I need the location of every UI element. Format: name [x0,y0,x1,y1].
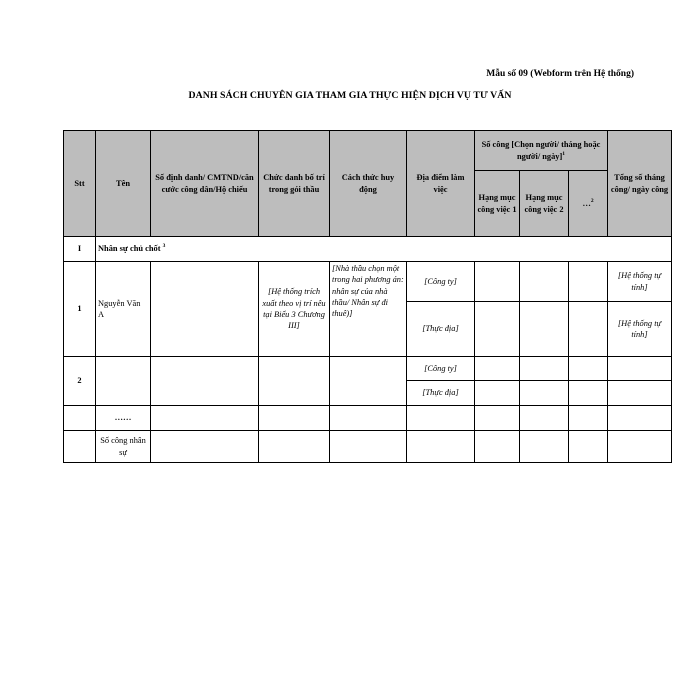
header-workdays [475,131,608,171]
section-label-text: Nhân sự chủ chốt [98,244,161,254]
table-row [64,406,672,431]
header-total: Tổng số tháng công/ ngày công [608,131,672,237]
row1-more-company[interactable] [569,262,608,302]
dots-cell [608,406,672,431]
total-item1[interactable] [475,431,520,463]
header-row [64,131,672,171]
row2-total-site[interactable] [608,381,672,406]
section-row [64,237,672,262]
total-item2[interactable] [520,431,569,463]
row1-total-site: [Hệ thống tự tính] [608,302,672,357]
header-item1: Hạng mục công việc 1 [475,171,520,237]
dots-cell [569,406,608,431]
row2-name[interactable] [96,357,151,406]
row1-stt: 1 [64,262,96,357]
dots-cell [259,406,330,431]
total-label: Số công nhân sự [96,431,151,463]
row2-more-site[interactable] [569,381,608,406]
row1-position: [Hệ thống trích xuất theo vị trí nêu tại Biểu 3 Chương III] [259,262,330,357]
header-mobilize: Cách thức huy động [330,131,407,237]
total-cell [407,431,475,463]
total-stt [64,431,96,463]
row1-item2-company[interactable] [520,262,569,302]
row2-more-company[interactable] [569,357,608,381]
dots-cell [151,406,259,431]
row1-item1-site[interactable] [475,302,520,357]
row2-item1-company[interactable] [475,357,520,381]
header-location: Địa điểm làm việc [407,131,475,237]
dots-name: …… [96,406,151,431]
form-number: Mẫu số 09 (Webform trên Hệ thống) [486,69,634,79]
header-more-text: … [582,198,591,208]
header-workdays-text: Số công [Chọn người/ tháng hoặc người/ ngày] [481,140,601,161]
footnote-1: 1 [562,150,565,157]
row1-total-company: [Hệ thống tự tính] [608,262,672,302]
row2-stt: 2 [64,357,96,406]
dots-cell [330,406,407,431]
row1-location-site: [Thực địa] [407,302,475,357]
page-title: DANH SÁCH CHUYÊN GIA THAM GIA THỰC HIỆN DỊCH VỤ TƯ VẤN [188,90,512,101]
header-stt: Stt [64,131,96,237]
total-cell [151,431,259,463]
dots-stt [64,406,96,431]
row2-location-site: [Thực địa] [407,381,475,406]
header-position: Chức danh bố trí trong gói thầu [259,131,330,237]
row2-position[interactable] [259,357,330,406]
row2-mobilize[interactable] [330,357,407,406]
total-sum[interactable] [608,431,672,463]
section-number: I [64,237,96,262]
total-cell [259,431,330,463]
row1-name: Nguyễn Văn A [96,262,151,357]
row1-location-company: [Công ty] [407,262,475,302]
header-id: Số định danh/ CMTND/căn cước công dân/Hộ chiếu [151,131,259,237]
total-more[interactable] [569,431,608,463]
header-more [569,171,608,237]
dots-cell [475,406,520,431]
row1-id[interactable] [151,262,259,357]
total-cell [330,431,407,463]
row2-item2-company[interactable] [520,357,569,381]
dots-cell [407,406,475,431]
row2-id[interactable] [151,357,259,406]
row2-item1-site[interactable] [475,381,520,406]
header-name: Tên [96,131,151,237]
row1-mobilize: [Nhà thầu chọn một trong hai phương án: nhân sự của nhà thầu/ Nhân sự đi thuê)] [330,262,407,357]
section-label [96,237,672,262]
row2-location-company: [Công ty] [407,357,475,381]
row2-item2-site[interactable] [520,381,569,406]
row1-more-site[interactable] [569,302,608,357]
footnote-3: 3 [162,243,166,250]
dots-cell [520,406,569,431]
table-row [64,357,672,381]
expert-list-table [63,130,672,463]
row1-item1-company[interactable] [475,262,520,302]
header-item2: Hạng mục công việc 2 [520,171,569,237]
table-row [64,262,672,302]
footnote-2: 2 [590,198,594,205]
row2-total-company[interactable] [608,357,672,381]
total-row [64,431,672,463]
row1-item2-site[interactable] [520,302,569,357]
